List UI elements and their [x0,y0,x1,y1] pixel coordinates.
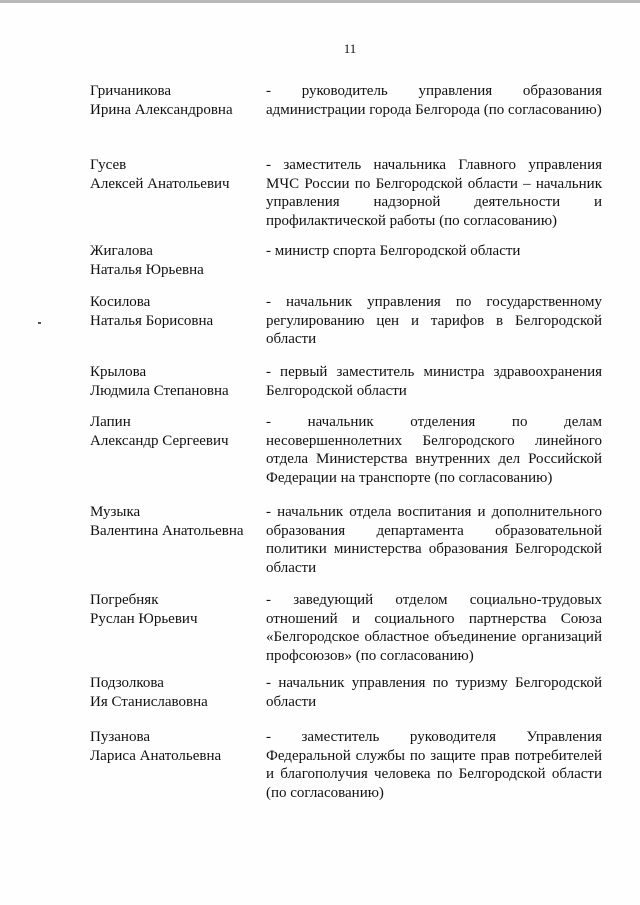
member-entry [90,82,602,156]
member-surname: Косилова [90,294,151,310]
member-name [90,242,266,293]
member-name [90,591,266,674]
member-surname: Лапин [90,414,131,430]
member-entry [90,242,602,293]
member-list [90,82,602,808]
member-surname: Пузанова [90,729,150,745]
member-role: - начальник управления по туризму Белгородской области [266,675,602,710]
member-role: - заместитель руководителя Управления Федеральной службы по защите прав потребителей и благополучия человека по Белгородской области (по согласованию) [266,729,602,801]
member-name [90,363,266,413]
member-entry [90,363,602,413]
member-surname: Музыка [90,504,141,520]
member-entry [90,413,602,503]
member-given-name: Руслан Юрьевич [90,610,198,627]
member-entry [90,156,602,242]
member-surname: Гричаникова [90,83,172,99]
scan-margin-mark [38,322,41,324]
member-role: - руководитель управления образования администрации города Белгорода (по согласованию) [266,83,602,118]
member-name [90,82,266,156]
member-role: - начальник отдела воспитания и дополнительного образования департамента образовательной политики министерства образования Белгородской области [266,504,602,576]
member-surname: Жигалова [90,243,153,259]
member-entry [90,591,602,674]
member-given-name: Валентина Анатольевна [90,522,244,539]
member-role: - заведующий отделом социально-трудовых отношений и социального партнерства Союза «Белгородское областное объединение организаций профсоюзов» (по согласованию) [266,592,602,664]
member-surname: Крылова [90,364,147,380]
member-name [90,156,266,242]
member-surname: Погребняк [90,592,159,608]
member-given-name: Ирина Александровна [90,101,233,118]
member-given-name: Алексей Анатольевич [90,175,230,192]
member-entry [90,728,602,808]
member-name [90,503,266,591]
member-role: - начальник управления по государственному регулированию цен и тарифов в Белгородской области [266,294,602,347]
member-given-name: Наталья Юрьевна [90,261,204,278]
member-entry [90,503,602,591]
member-role: - первый заместитель министра здравоохранения Белгородской области [266,364,602,399]
scan-top-edge [0,0,640,3]
member-role: - заместитель начальника Главного управления МЧС России по Белгородской области – начальник управления надзорной деятельности и профилактической работы (по согласованию) [266,157,602,229]
member-given-name: Александр Сергеевич [90,432,229,449]
member-role: - начальник отделения по делам несовершеннолетних Белгородского линейного отдела Министерства внутренних дел Российской Федерации на транспорте (по согласованию) [266,414,602,486]
member-surname: Подзолкова [90,675,164,691]
member-given-name: Лариса Анатольевна [90,747,222,764]
member-name [90,674,266,728]
member-entry [90,293,602,363]
member-given-name: Наталья Борисовна [90,312,214,329]
member-name [90,293,266,363]
page-number: 11 [343,41,357,56]
member-given-name: Ия Станиславовна [90,693,208,710]
member-entry [90,674,602,728]
member-name [90,413,266,503]
member-surname: Гусев [90,157,127,173]
member-given-name: Людмила Степановна [90,382,229,399]
member-name [90,728,266,808]
member-role: - министр спорта Белгородской области [266,243,521,259]
